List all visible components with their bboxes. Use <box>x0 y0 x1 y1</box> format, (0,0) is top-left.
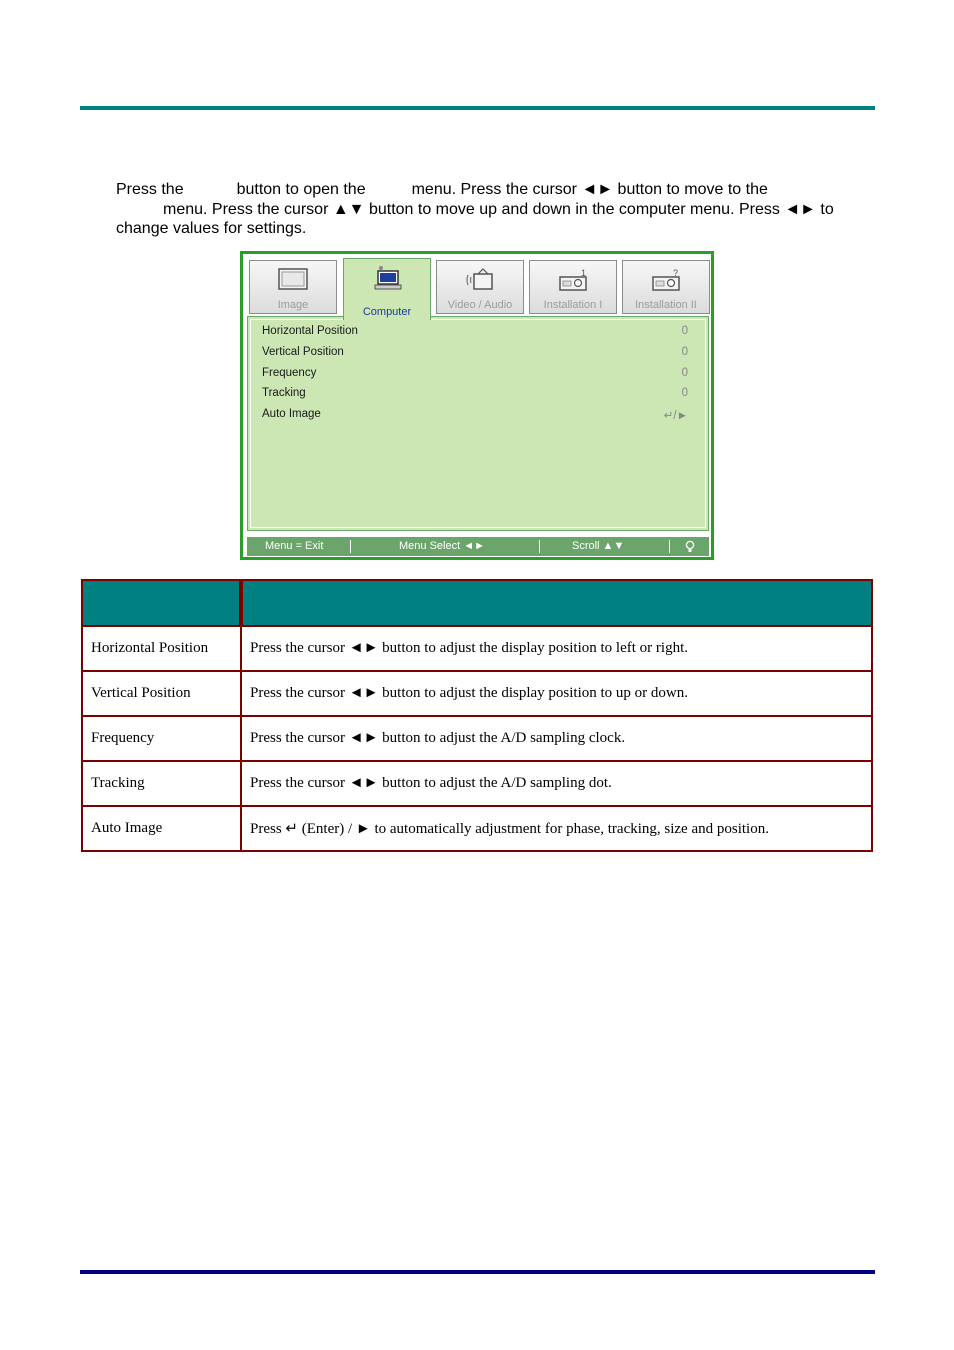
table-cell-description: Press the cursor ◄► button to adjust the display position to left or right. <box>241 626 872 671</box>
table-cell-item: Frequency <box>82 716 241 761</box>
table-cell-description: Press the cursor ◄► button to adjust the display position to up or down. <box>241 671 872 716</box>
osd-item-vertical-position[interactable] <box>262 343 688 363</box>
computer-icon <box>372 265 402 291</box>
osd-tab-installation-2[interactable] <box>622 260 710 314</box>
osd-item-label: Auto Image <box>262 408 321 420</box>
osd-tab-computer[interactable] <box>343 258 431 320</box>
status-menu-exit: Menu = Exit <box>265 540 324 552</box>
osd-computer-panel <box>247 316 709 531</box>
osd-item-label: Vertical Position <box>262 346 344 358</box>
table-header-cell-item <box>82 580 241 626</box>
intro-line-1 <box>116 180 872 200</box>
intro-text-1c: menu. Press the cursor ◄► button to move to the <box>411 181 768 198</box>
osd-item-value: 0 <box>681 367 688 379</box>
header-rule <box>80 106 875 110</box>
osd-item-value: 0 <box>681 387 688 399</box>
osd-item-tracking[interactable] <box>262 384 688 404</box>
osd-tab-bar <box>247 258 709 316</box>
table-cell-item: Horizontal Position <box>82 626 241 671</box>
intro-paragraph <box>116 180 872 239</box>
osd-item-horizontal-position[interactable] <box>262 322 688 342</box>
osd-tab-video-audio[interactable] <box>436 260 524 314</box>
table-cell-item: Vertical Position <box>82 671 241 716</box>
intro-text-1b: button to open the <box>236 181 366 198</box>
table-header-cell-description <box>241 580 872 626</box>
projector-icon <box>558 267 588 293</box>
table-cell-description: Press ↵ (Enter) / ► to automatically adjustment for phase, tracking, size and position. <box>241 806 872 851</box>
osd-tab-label: Image <box>277 299 309 311</box>
osd-tab-installation-1[interactable] <box>529 260 617 314</box>
status-menu-select: Menu Select ◄► <box>399 540 485 552</box>
settings-description-table <box>81 579 873 852</box>
table-cell-description: Press the cursor ◄► button to adjust the A/D sampling clock. <box>241 716 872 761</box>
table-header-row <box>82 580 872 626</box>
osd-item-auto-image[interactable] <box>262 405 688 425</box>
intro-text-2a: menu. Press the cursor ▲▼ button to move up and down in the computer menu. Press ◄► to <box>163 200 834 218</box>
osd-status-bar <box>247 537 709 556</box>
table-row <box>82 806 872 851</box>
table-cell-item: Tracking <box>82 761 241 806</box>
table-cell-item: Auto Image <box>82 806 241 851</box>
osd-tab-label: Installation II <box>635 299 697 311</box>
image-icon <box>278 267 308 293</box>
projector-help-icon <box>651 267 681 293</box>
intro-line-3: change values for settings. <box>116 220 307 237</box>
osd-item-frequency[interactable] <box>262 364 688 384</box>
osd-menu <box>240 251 714 560</box>
osd-item-label: Frequency <box>262 367 317 379</box>
osd-tab-label: Video / Audio <box>447 299 513 311</box>
intro-text-1a: Press the <box>116 181 184 198</box>
table-cell-description: Press the cursor ◄► button to adjust the A/D sampling dot. <box>241 761 872 806</box>
table-row <box>82 761 872 806</box>
osd-tab-label: Installation I <box>543 299 603 311</box>
osd-item-value: 0 <box>681 325 688 337</box>
osd-tab-image[interactable] <box>249 260 337 314</box>
table-row <box>82 671 872 716</box>
svg-text:?: ? <box>673 268 679 278</box>
lamp-icon <box>685 540 695 553</box>
video-audio-icon <box>465 267 495 293</box>
svg-text:1: 1 <box>581 268 587 278</box>
table-row <box>82 716 872 761</box>
status-scroll: Scroll ▲▼ <box>572 540 625 552</box>
table-row <box>82 626 872 671</box>
intro-line-2 <box>116 200 872 220</box>
osd-item-label: Horizontal Position <box>262 325 358 337</box>
osd-item-label: Tracking <box>262 387 306 399</box>
osd-item-value: 0 <box>681 346 688 358</box>
osd-item-value: ↵/► <box>663 410 688 422</box>
osd-tab-label: Computer <box>362 306 412 318</box>
footer-rule <box>80 1270 875 1274</box>
